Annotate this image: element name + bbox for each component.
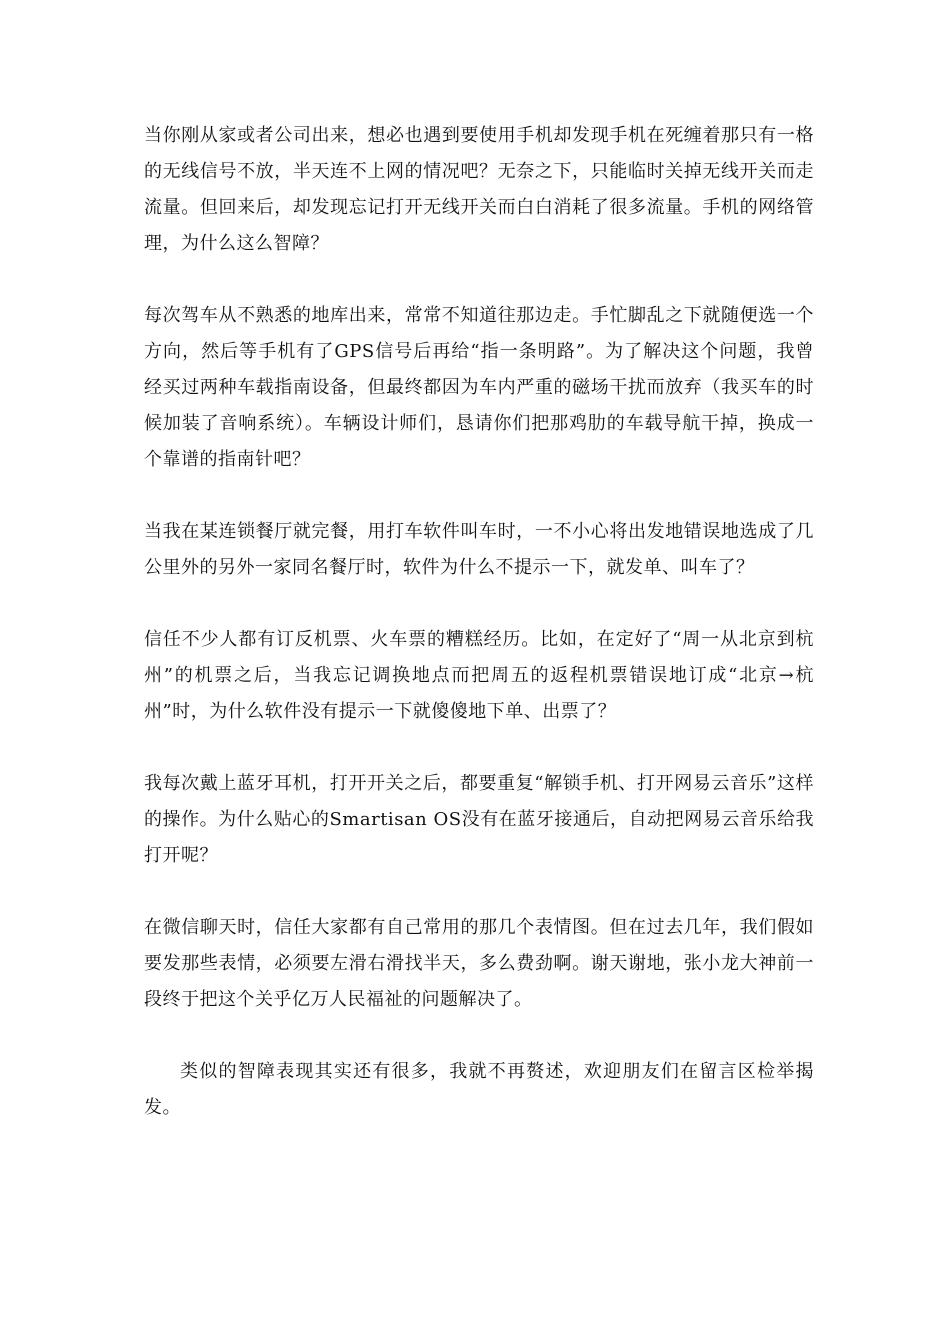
paragraph-navigation: 每次驾车从不熟悉的地库出来，常常不知道往那边走。手忙脚乱之下就随便选一个方向，然后等手机有了GPS信号后再给“指一条明路”。为了解决这个问题，我曾经买过两种车载指南设备，但最终都因为车内严重的磁场干扰而放弃（我买车的时候加装了音响系统）。车辆设计师们，恳请你们把那鸡肋的车载导航干掉，换成一个靠谱的指南针吧？	[144, 305, 814, 470]
paragraph-taxi: 当我在某连锁餐厅就完餐，用打车软件叫车时，一不小心将出发地错误地选成了几公里外的另外一家同名餐厅时，软件为什么不提示一下，就发单、叫车了？	[144, 521, 814, 578]
paragraph-tickets: 信任不少人都有订反机票、火车票的糟糕经历。比如，在定好了“周一从北京到杭州”的机票之后，当我忘记调换地点而把周五的返程机票错误地订成“北京→杭州”时，为什么软件没有提示一下就傻傻地下单、出票了？	[144, 629, 814, 722]
paragraph-bluetooth: 我每次戴上蓝牙耳机，打开开关之后，都要重复“解锁手机、打开网易云音乐”这样的操作。为什么贴心的Smartisan OS没有在蓝牙接通后，自动把网易云音乐给我打开呢？	[144, 773, 814, 866]
document-body	[144, 118, 814, 1126]
paragraph-conclusion: 类似的智障表现其实还有很多，我就不再赘述，欢迎朋友们在留言区检举揭发。	[144, 1061, 814, 1118]
paragraph-wechat: 在微信聊天时，信任大家都有自己常用的那几个表情图。但在过去几年，我们假如要发那些表情，必须要左滑右滑找半天，多么费劲啊。谢天谢地，张小龙大神前一段终于把这个关乎亿万人民福祉的问题解决了。	[144, 917, 814, 1010]
paragraph-wifi: 当你刚从家或者公司出来，想必也遇到要使用手机却发现手机在死缠着那只有一格的无线信号不放，半天连不上网的情况吧？无奈之下，只能临时关掉无线开关而走流量。但回来后，却发现忘记打开无线开关而白白消耗了很多流量。手机的网络管理，为什么这么智障？	[144, 125, 814, 254]
